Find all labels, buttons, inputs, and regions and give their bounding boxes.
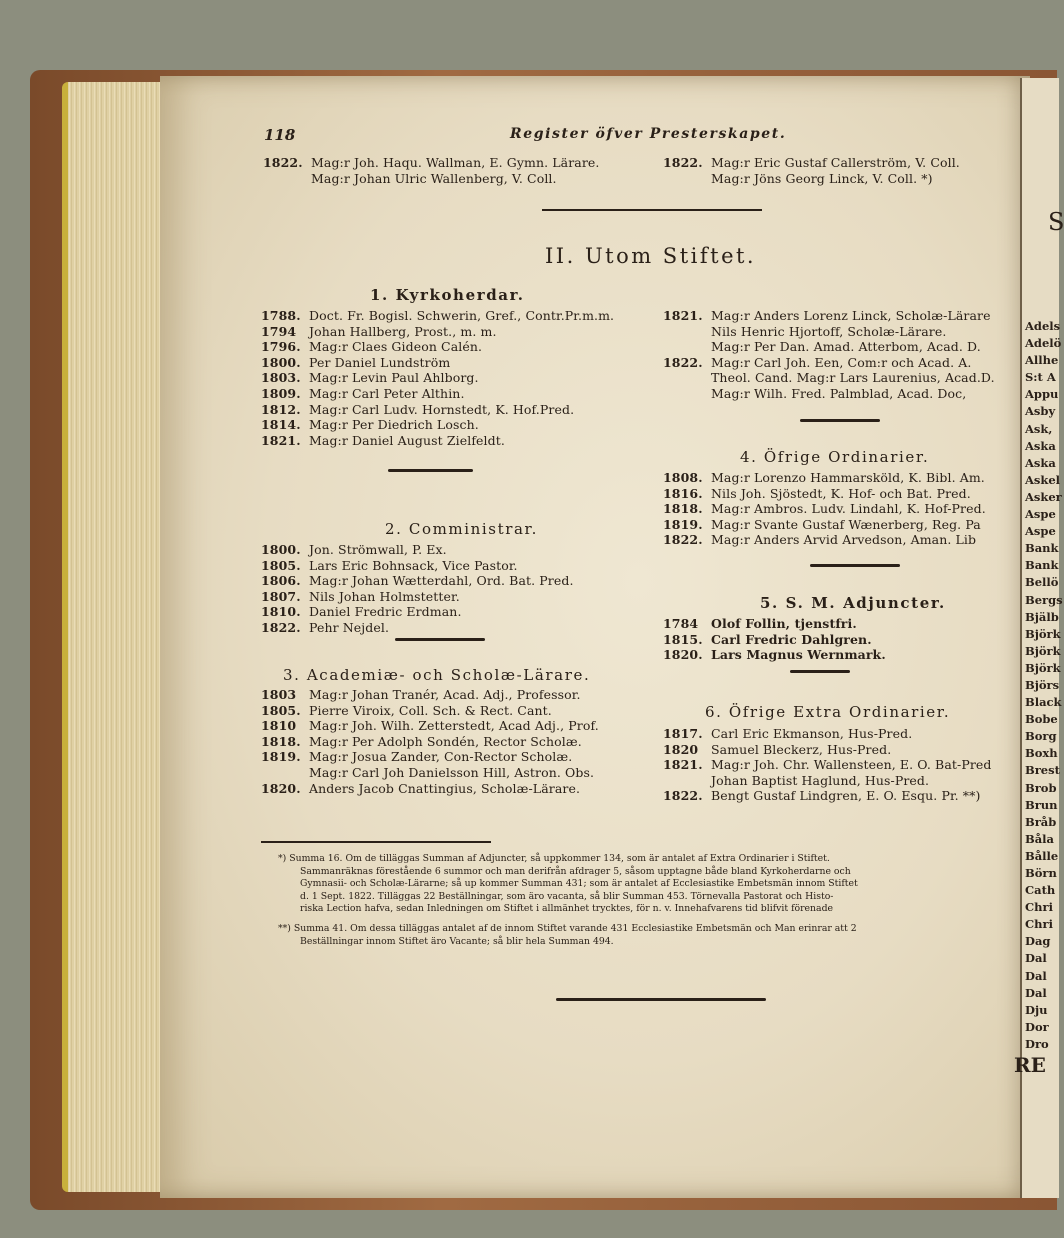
list-item: 1814. Mag:r Per Diedrich Losch. <box>261 417 479 433</box>
divider <box>800 419 880 422</box>
list-item: 1822. Mag:r Joh. Haqu. Wallman, E. Gymn. Lärare. <box>263 155 600 170</box>
comministrar-list <box>261 542 574 636</box>
list-item: Theol. Cand. Mag:r Lars Laurenius, Acad.D. <box>711 370 995 386</box>
running-title: Register öfver Presterskapet. <box>510 126 787 142</box>
divider <box>790 670 850 673</box>
list-item: 1818. Mag:r Per Adolph Sondén, Rector Scholæ. <box>261 733 582 749</box>
list-item: 1807. Nils Johan Holmstetter. <box>261 588 460 604</box>
adjuncter-list <box>663 616 886 663</box>
list-item: 1819. Mag:r Svante Gustaf Wænerberg, Reg. Pa <box>663 516 981 532</box>
list-item: Mag:r Johan Ulric Wallenberg, V. Coll. <box>311 170 557 186</box>
list-item: 1821. Mag:r Daniel August Zielfeldt. <box>261 432 505 448</box>
extra-ordinarier-list <box>663 726 992 804</box>
kyrkoherdar-list <box>261 308 614 448</box>
divider <box>556 998 766 1001</box>
next-page-names: Adels Adelö Allhe S:t A Appu Asby Ask, Aska Aska Askel Asker Aspe Aspe Bank Bank Bellö Bergs Bjälb Björk Björk Björk Björs Black Bobe Borg Boxh Brest Brob Brun Bråb Båla Bålle Börn Cath Chri Chri Dag Dal Dal Dal Dju Dor Dro <box>1025 319 1063 1051</box>
section-title-comministrar: 2. Comministrar. <box>385 520 539 538</box>
list-item: 1820 Samuel Bleckerz, Hus-Pred. <box>663 741 892 757</box>
list-item: 1809. Mag:r Carl Peter Althin. <box>261 385 465 401</box>
footnote-1: *) Summa 16. Om de tilläggas Summan af Adjuncter, så uppkommer 134, som är antalet af Extra Ordinarier i Stiftet. Sammanräknas förestående 6 summor och man derifrån afdrager 5, såsom upptagne både bland Kyrkoherdarne och Gymnasii- och Scholæ-Lärarne; så up kommer Summan 431; som är antalet af Ecclesiastike Embetsmän innom Stiftet d. 1 Sept. 1822. Tilläggas 22 Beställningar, som äro vacanta, så blir Summan 453. Törnevalla Pastorat och Histo- riska Lection hafva, sedan Inledningen om Stiftet i allmänhet trycktes, för n. v. Innehafvarens tid blifvit förenade <box>278 853 858 914</box>
list-item: Mag:r Per Dan. Amad. Atterbom, Acad. D. <box>711 339 981 355</box>
list-item: 1815. Carl Fredric Dahlgren. <box>663 631 872 647</box>
academiae-list <box>261 687 599 796</box>
next-page-glyph: S <box>1048 208 1064 236</box>
list-item: 1794 Johan Hallberg, Prost., m. m. <box>261 323 497 339</box>
list-item: 1806. Mag:r Johan Wætterdahl, Ord. Bat. Pred. <box>261 573 574 589</box>
section-title-adjuncter: 5. S. M. Adjuncter. <box>760 594 946 612</box>
top-left-entries <box>263 155 600 186</box>
list-item: 1805. Lars Eric Bohnsack, Vice Pastor. <box>261 557 518 573</box>
list-item: 1812. Mag:r Carl Ludv. Hornstedt, K. Hof.Pred. <box>261 401 575 417</box>
list-item: 1803 Mag:r Johan Tranér, Acad. Adj., Professor. <box>261 687 581 702</box>
list-item: 1800. Per Daniel Lundström <box>261 354 451 370</box>
list-item: 1820. Lars Magnus Wernmark. <box>663 647 886 663</box>
list-item: 1817. Carl Eric Ekmanson, Hus-Pred. <box>663 726 913 741</box>
top-right-entries <box>663 155 960 186</box>
list-item: Johan Baptist Haglund, Hus-Pred. <box>711 772 930 788</box>
section-title-kyrkoherdar: 1. Kyrkoherdar. <box>370 286 525 304</box>
list-item: 1821. Mag:r Joh. Chr. Wallensteen, E. O. Bat-Pred <box>663 757 992 773</box>
list-item: Nils Henric Hjortoff, Scholæ-Lärare. <box>711 323 947 339</box>
list-item: 1805. Pierre Viroix, Coll. Sch. & Rect. Cant. <box>261 702 552 718</box>
divider <box>542 209 762 211</box>
list-item: 1810 Mag:r Joh. Wilh. Zetterstedt, Acad Adj., Prof. <box>261 718 599 734</box>
divider <box>388 469 473 472</box>
list-item: 1822. Mag:r Carl Joh. Een, Com:r och Acad. A. <box>663 354 972 370</box>
divider <box>395 638 485 641</box>
footnote-2: **) Summa 41. Om dessa tilläggas antalet af de innom Stiftet varande 431 Ecclesiastike Embetsmän och Man erinrar att 2 Beställningar innom Stiftet äro Vacante; så blir hela Summan 494. <box>278 923 857 947</box>
list-item: 1803. Mag:r Levin Paul Ahlborg. <box>261 370 479 386</box>
list-item: 1784 Olof Follin, tjenstfri. <box>663 616 857 631</box>
divider <box>810 564 900 567</box>
list-item: 1822. Mag:r Eric Gustaf Callerström, V. Coll. <box>663 155 960 170</box>
list-item: 1822. Mag:r Anders Arvid Arvedson, Aman. Lib <box>663 532 977 548</box>
list-item: 1816. Nils Joh. Sjöstedt, K. Hof- och Bat. Pred. <box>663 485 971 501</box>
book-page <box>160 76 1030 1198</box>
list-item: 1822. Bengt Gustaf Lindgren, E. O. Esqu. Pr. **) <box>663 788 981 804</box>
list-item: 1810. Daniel Fredric Erdman. <box>261 604 462 620</box>
list-item: 1819. Mag:r Josua Zander, Con-Rector Scholæ. <box>261 749 573 765</box>
list-item: 1820. Anders Jacob Cnattingius, Scholæ-Lärare. <box>261 780 581 796</box>
ofrige-ordinarier-list <box>663 470 986 548</box>
list-item: Mag:r Carl Joh Danielsson Hill, Astron. Obs. <box>309 764 595 780</box>
list-item: 1788. Doct. Fr. Bogisl. Schwerin, Gref., Contr.Pr.m.m. <box>261 308 615 323</box>
page-edges <box>62 82 176 1192</box>
list-item: 1821. Mag:r Anders Lorenz Linck, Scholæ-Lärare <box>663 308 991 323</box>
list-item: 1808. Mag:r Lorenzo Hammarsköld, K. Bibl. Am. <box>663 470 985 485</box>
section-title-extra-ordinarier: 6. Öfrige Extra Ordinarier. <box>705 703 951 721</box>
footnote-divider <box>261 841 491 843</box>
section-title-academiae: 3. Academiæ- och Scholæ-Lärare. <box>283 666 591 684</box>
list-item: Mag:r Jöns Georg Linck, V. Coll. *) <box>711 170 933 186</box>
list-item: Mag:r Wilh. Fred. Palmblad, Acad. Doc, <box>711 385 967 401</box>
next-page-catchword: RE <box>1014 1053 1046 1077</box>
list-item: 1796. Mag:r Claes Gideon Calén. <box>261 339 483 355</box>
section-title-ofrige-ordinarier: 4. Öfrige Ordinarier. <box>740 448 930 466</box>
main-title: II. Utom Stiftet. <box>545 244 757 268</box>
list-item: 1822. Pehr Nejdel. <box>261 619 390 635</box>
next-page-edge <box>1014 78 1064 1198</box>
list-item: 1818. Mag:r Ambros. Ludv. Lindahl, K. Hof-Pred. <box>663 501 986 517</box>
page-number: 118 <box>264 126 296 144</box>
list-item: 1800. Jon. Strömwall, P. Ex. <box>261 542 447 557</box>
kyrkoherdar-continued-list <box>663 308 995 402</box>
